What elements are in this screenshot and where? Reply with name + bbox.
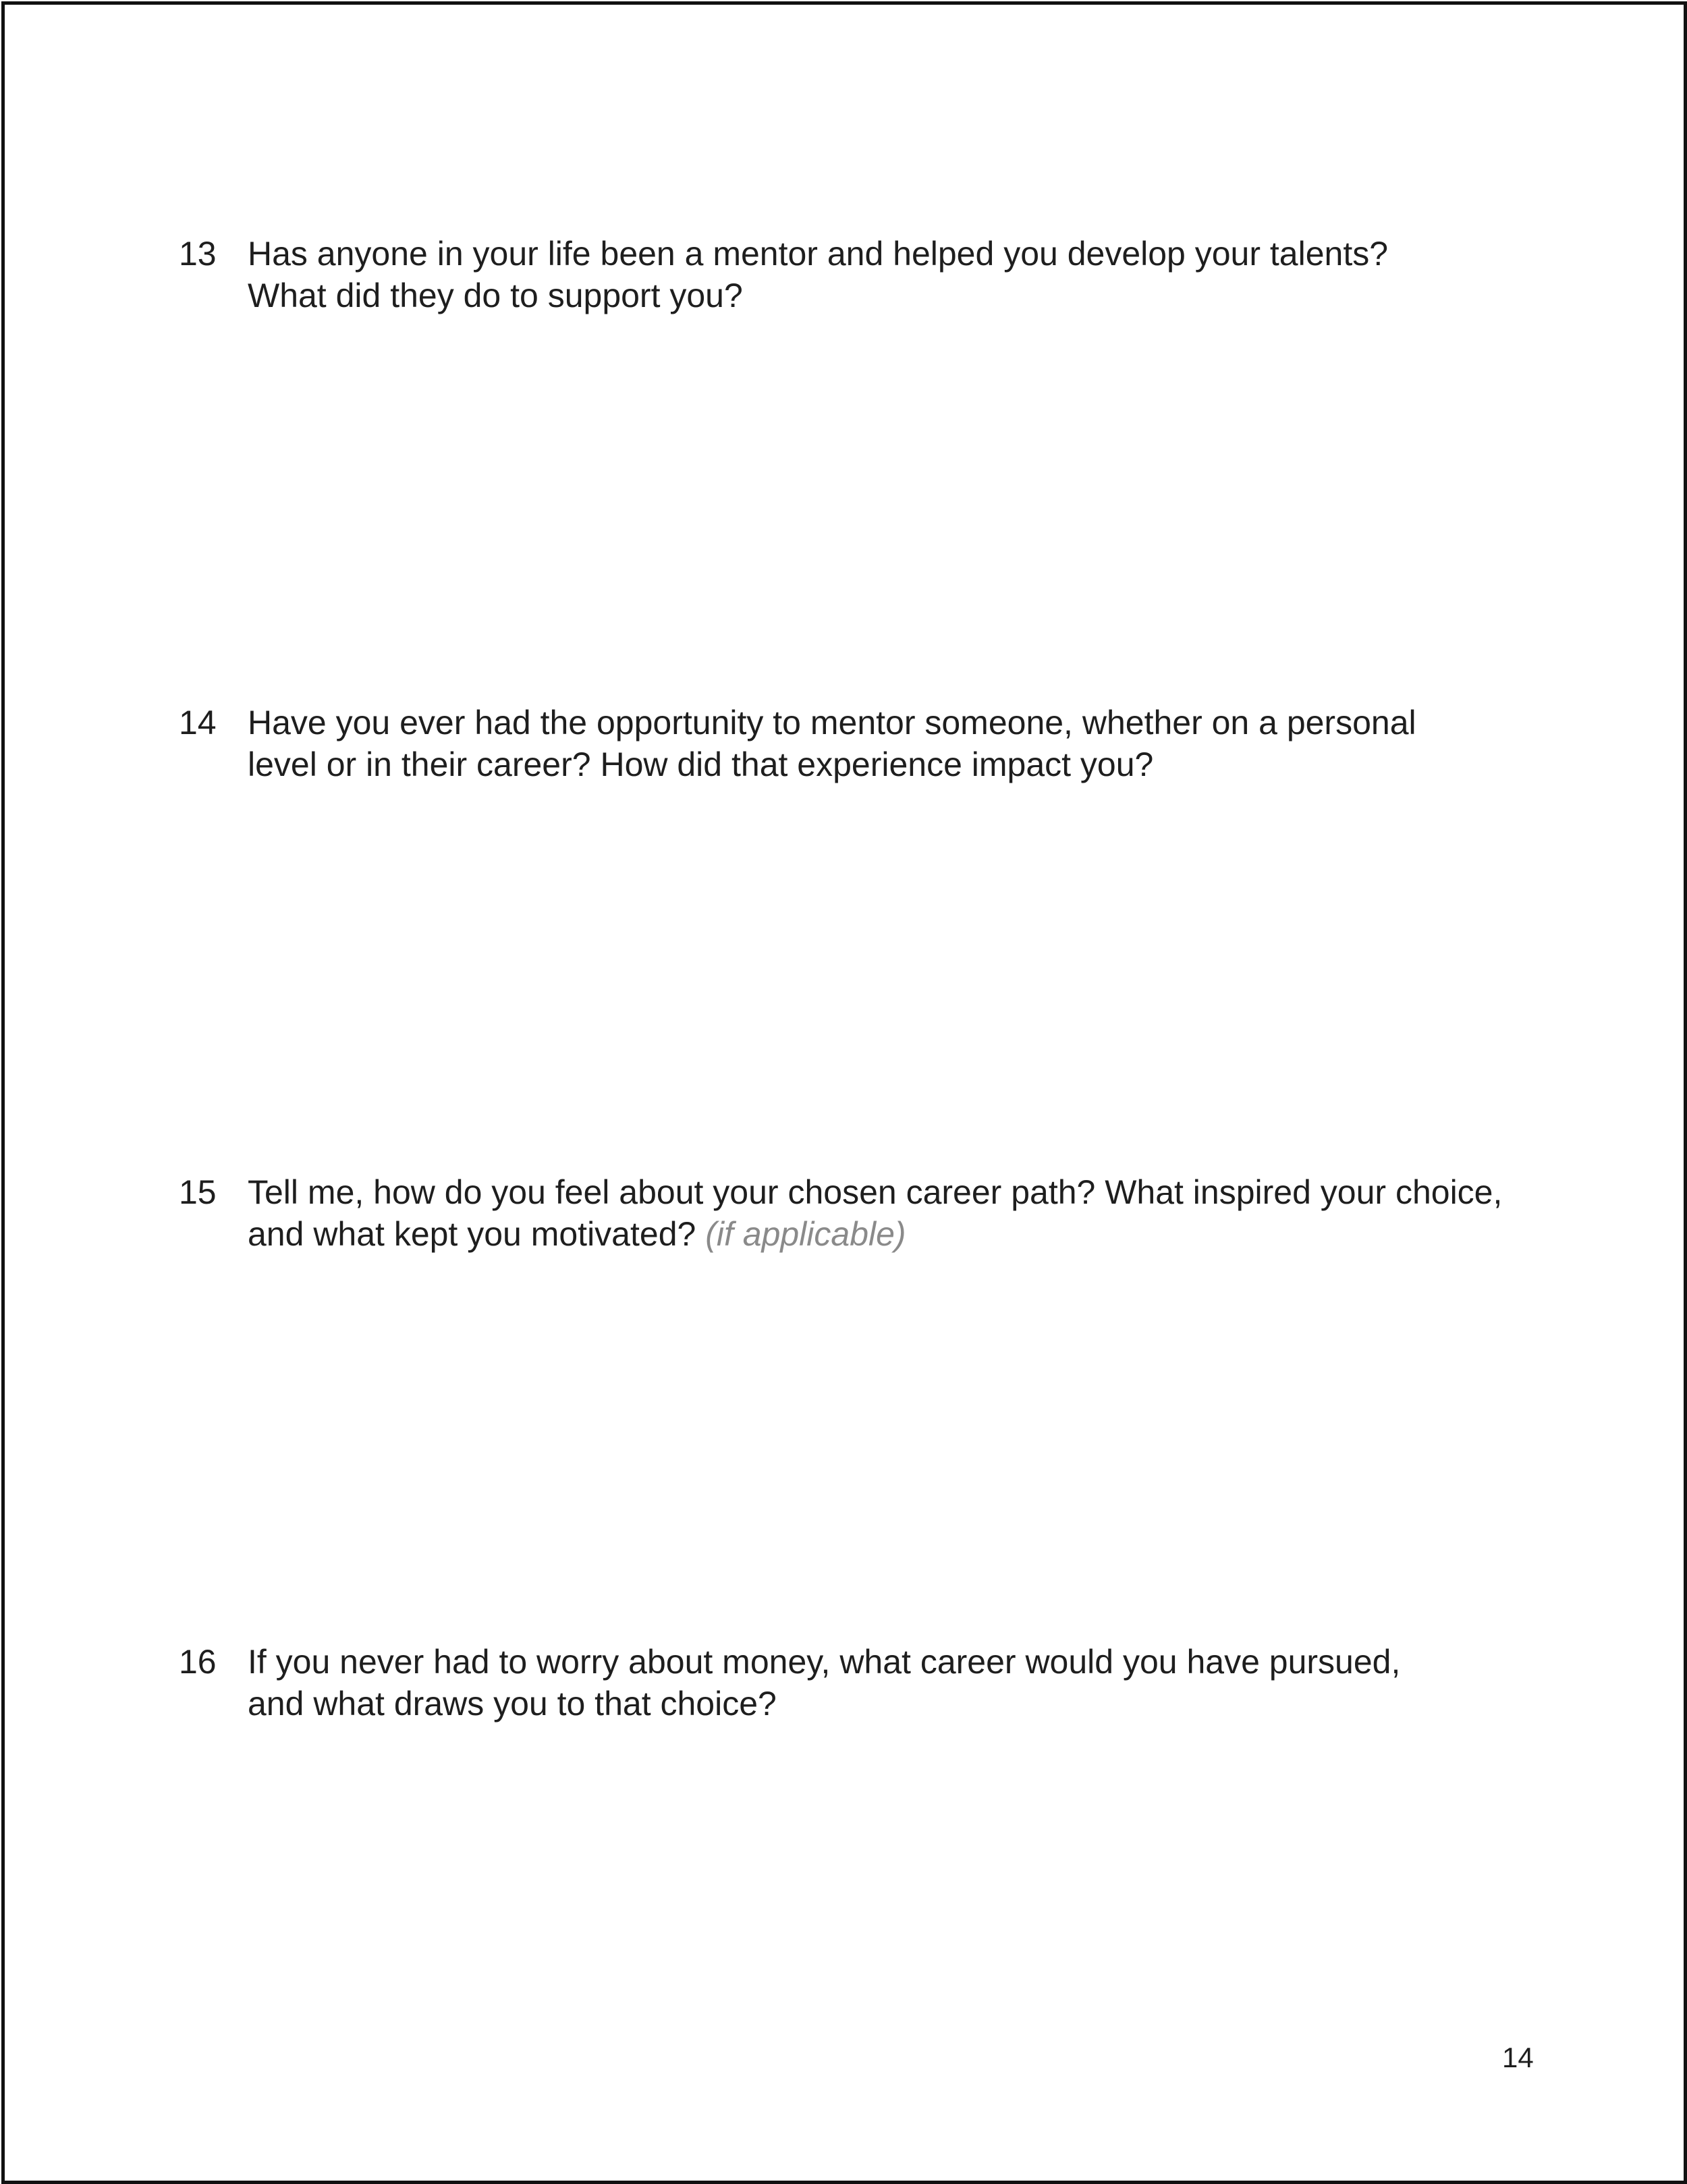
question-note: (if applicable) [705,1215,906,1253]
question-text [248,1171,1530,1255]
question-line: Has anyone in your life been a mentor and helped you develop your talents? [248,235,1389,273]
question-line-with-note [248,1213,1530,1255]
page-number: 14 [1502,2042,1534,2073]
question-text [248,702,1530,785]
question-text [248,1641,1530,1725]
page-border [1,1,1687,2184]
question-line: If you never had to worry about money, what career would you have pursued, [248,1643,1401,1681]
question-line: Have you ever had the opportunity to mentor someone, whether on a personal [248,704,1416,741]
question-line: level or in their career? How did that experience impact you? [248,746,1154,783]
question-line: and what kept you motivated? [248,1215,696,1253]
question-line: and what draws you to that choice? [248,1685,777,1723]
question-number: 16 [179,1643,217,1681]
question-number: 14 [179,704,217,741]
question-text [248,233,1530,316]
question-line: What did they do to support you? [248,277,743,314]
question-number: 13 [179,235,217,273]
question-number: 15 [179,1173,217,1211]
question-line: Tell me, how do you feel about your chosen career path? What inspired your choice, [248,1173,1503,1211]
